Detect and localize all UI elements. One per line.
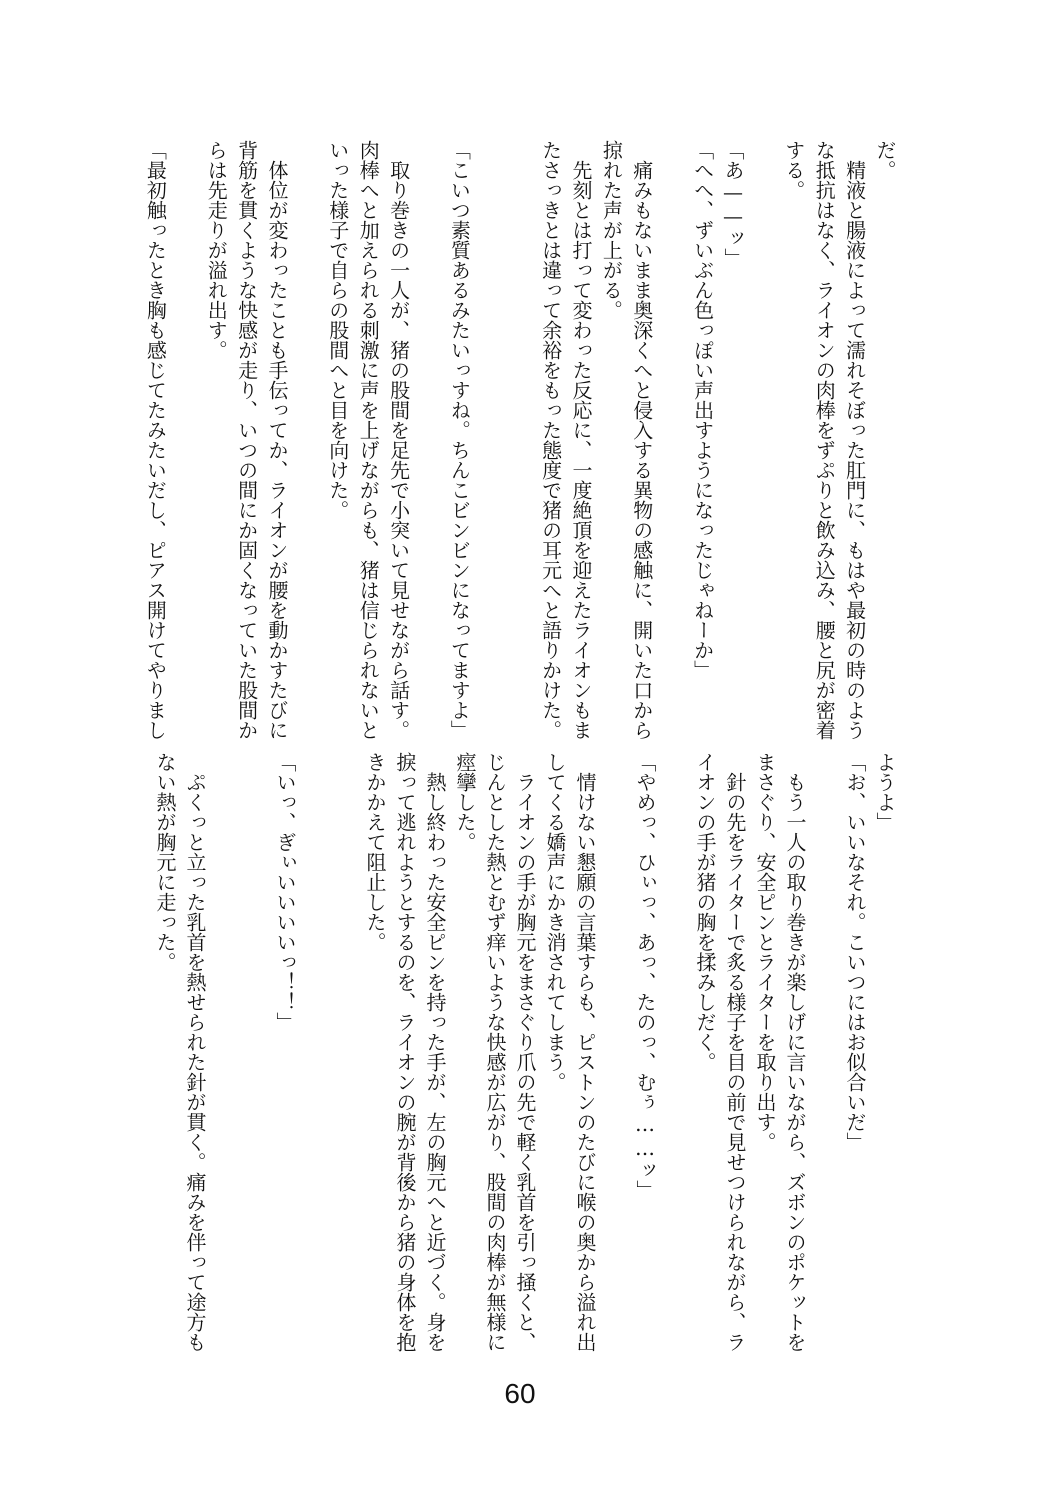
- text-column: する。: [781, 140, 806, 200]
- text-column: 情けない懇願の言葉すらも、ピストンのたびに喉の奥から溢れ出: [573, 752, 597, 1352]
- text-column: 「いっ、ぎぃいいいいっ！！」: [273, 752, 297, 1032]
- text-column: 先刻とは打って変わった反応に、一度絶頂を迎えたライオンもま: [569, 140, 593, 740]
- text-column: してくる嬌声にかき消されてしまう。: [543, 752, 567, 1092]
- text-column: 「こいつ素質あるみたいっすね。ちんこビンビンになってますよ」: [447, 140, 472, 740]
- text-column: らは先走りが溢れ出す。: [204, 140, 229, 360]
- text-column: たさっきとは違って余裕をもった態度で猪の耳元へと語りかけた。: [538, 140, 563, 740]
- text-column: 肉棒へと加えられる刺激に声を上げながらも、猪は信じられないと: [356, 140, 381, 740]
- text-column: 捩って逃れようとするのを、ライオンの腕が背後から猪の身体を抱: [393, 752, 417, 1352]
- text-column: 「やめっ、ひぃっ、あっ、たのっ、むぅ……ッ」: [633, 752, 657, 1200]
- text-column: まさぐり、安全ピンとライターを取り出す。: [753, 752, 777, 1152]
- text-column: イオンの手が猪の胸を揉みしだく。: [693, 752, 717, 1072]
- text-column: 「お、いいなそれ。こいつにはお似合いだ」: [843, 752, 867, 1152]
- text-column: 背筋を貫くような快感が走り、いつの間にか固くなっていた股間か: [234, 140, 259, 740]
- text-column: 体位が変わったことも手伝ってか、ライオンが腰を動かすたびに: [265, 140, 289, 740]
- text-column: 掠れた声が上がる。: [599, 140, 624, 320]
- text-column: 取り巻きの一人が、猪の股間を足先で小突いて見せながら話す。: [386, 140, 411, 740]
- text-column: いった様子で自らの股間へと目を向けた。: [325, 140, 350, 520]
- text-column: 精液と腸液によって濡れそぼった肛門に、もはや最初の時のよう: [842, 140, 867, 740]
- text-column: 「あ——ッ」: [721, 140, 745, 268]
- text-column: 「へへ、ずいぶん色っぽい声出すようになったじゃねーか」: [690, 140, 715, 680]
- text-column: 痙攣した。: [453, 752, 477, 852]
- text-column: ない熱が胸元に走った。: [153, 752, 177, 972]
- text-column: 熱し終わった安全ピンを持った手が、左の胸元へと近づく。身を: [423, 752, 447, 1352]
- text-column: 針の先をライターで炙る様子を目の前で見せつけられながら、ラ: [723, 752, 747, 1352]
- text-column: ライオンの手が胸元をまさぐり爪の先で軽く乳首を引っ掻くと、: [513, 752, 537, 1352]
- text-column: 「最初触ったとき胸も感じてたみたいだし、ピアス開けてやりまし: [143, 140, 168, 740]
- page-number: 60: [504, 1378, 536, 1409]
- text-column: ようよ」: [873, 752, 897, 832]
- text-block-top: [0, 140, 1040, 740]
- text-column: だ。: [873, 140, 897, 180]
- text-column: きかかえて阻止した。: [363, 752, 387, 952]
- text-column: な抵抗はなく、ライオンの肉棒をずぷりと飲み込み、腰と尻が密着: [812, 140, 837, 740]
- text-column: 痛みもないまま奥深くへと侵入する異物の感触に、開いた口から: [629, 140, 654, 740]
- text-column: もう一人の取り巻きが楽しげに言いながら、ズボンのポケットを: [783, 752, 807, 1352]
- text-column: ぷくっと立った乳首を熱せられた針が貫く。痛みを伴って途方も: [183, 752, 207, 1352]
- text-column: じんとした熱とむず痒いような快感が広がり、股間の肉棒が無様に: [483, 752, 507, 1352]
- text-block-bottom: [0, 752, 1040, 1352]
